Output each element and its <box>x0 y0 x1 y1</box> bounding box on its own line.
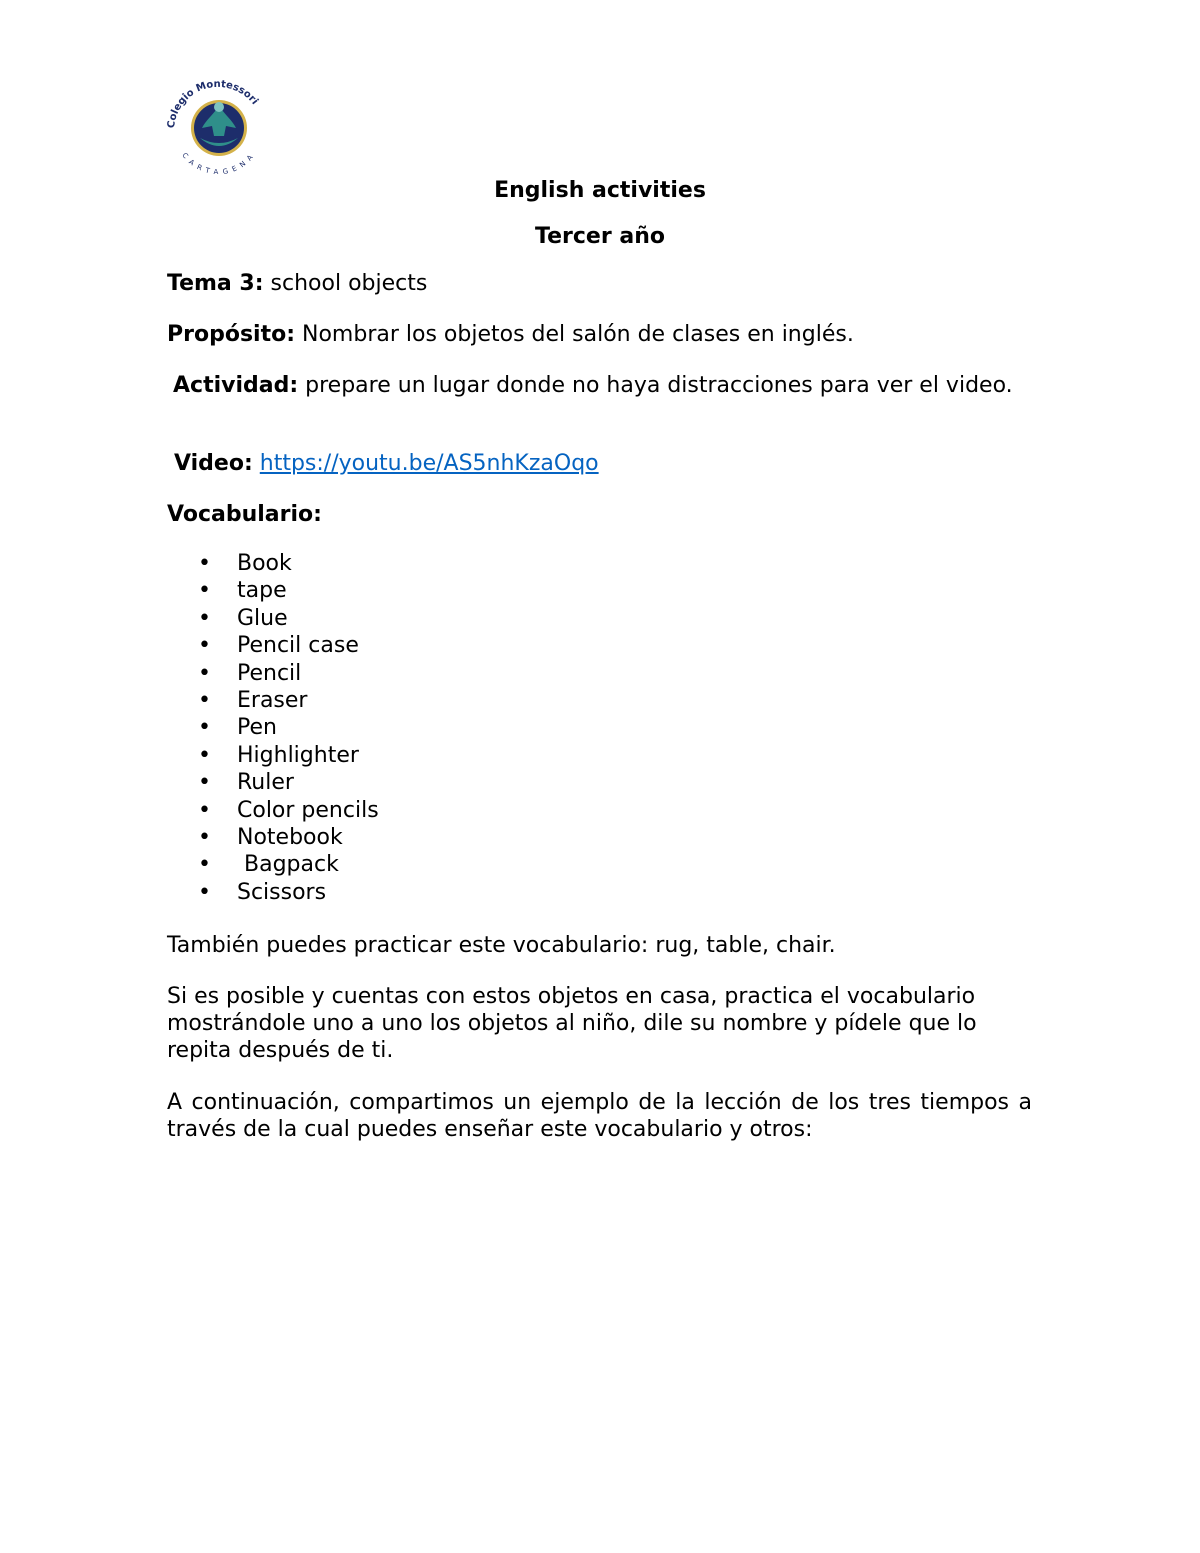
list-item: • Pencil <box>198 660 379 687</box>
actividad-label: Actividad: <box>173 373 299 398</box>
tema-line <box>167 270 1032 297</box>
list-item: • tape <box>198 577 379 604</box>
video-link[interactable]: https://youtu.be/AS5nhKzaOqo <box>259 451 599 476</box>
practice-paragraph: También puedes practicar este vocabulario: rug, table, chair. <box>167 933 836 958</box>
vocabulario-heading <box>167 501 1032 528</box>
proposito-label: Propósito: <box>167 322 296 347</box>
list-item: • Eraser <box>198 687 379 714</box>
logo-text-bottom: CARTAGENA <box>180 149 258 176</box>
list-item: • Glue <box>198 605 379 632</box>
tema-value: school objects <box>263 271 428 296</box>
logo-text-top: Colegio Montessori <box>165 78 260 129</box>
list-item: • Pen <box>198 714 379 741</box>
proposito-value: Nombrar los objetos del salón de clases en inglés. <box>295 322 854 347</box>
logo-head <box>214 102 224 112</box>
list-item: • Color pencils <box>198 797 379 824</box>
list-item: • Bagpack <box>198 851 379 878</box>
actividad-paragraph <box>173 372 1032 399</box>
list-item: • Highlighter <box>198 742 379 769</box>
proposito-line <box>167 321 1032 348</box>
list-item: • Notebook <box>198 824 379 851</box>
school-logo <box>162 76 274 176</box>
vocabulario-label: Vocabulario: <box>167 502 322 527</box>
actividad-value: prepare un lugar donde no haya distracciones para ver el video. <box>298 373 1013 398</box>
document-title: English activities <box>494 178 706 203</box>
list-item: • Ruler <box>198 769 379 796</box>
video-line <box>174 450 1039 477</box>
continuation-paragraph: A continuación, compartimos un ejemplo de la lección de los tres tiempos a través de la cual puedes enseñar este vocabulario y otros: <box>167 1090 1032 1142</box>
home-practice-paragraph: Si es posible y cuentas con estos objetos en casa, practica el vocabulario mostrándole uno a uno los objetos al niño, dile su nombre y pídele que lo repita después de ti. <box>167 984 977 1063</box>
list-item: • Book <box>198 550 379 577</box>
list-item: • Scissors <box>198 879 379 906</box>
vocabulary-list <box>198 550 379 906</box>
video-label: Video: <box>174 451 253 476</box>
list-item: • Pencil case <box>198 632 379 659</box>
document-subtitle: Tercer año <box>535 224 665 249</box>
tema-label: Tema 3: <box>167 271 264 296</box>
